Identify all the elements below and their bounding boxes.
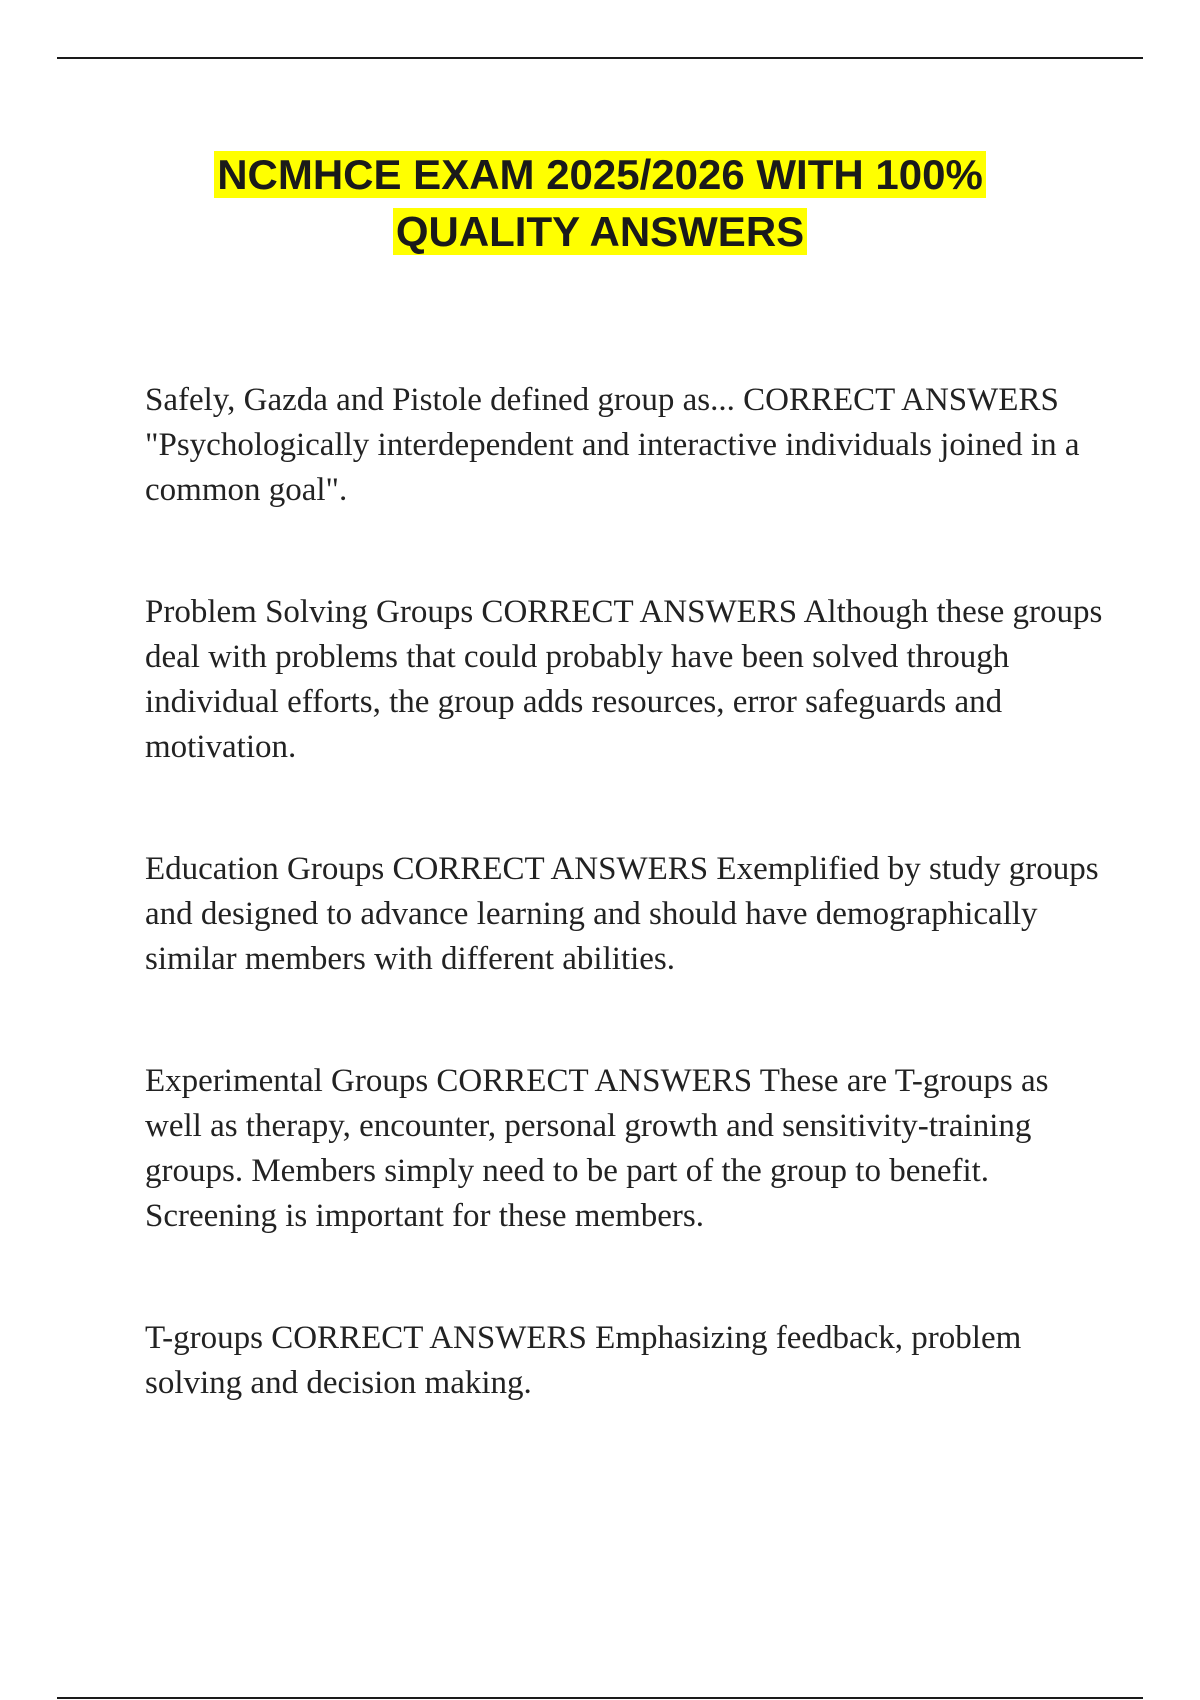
qa-entry-experimental-groups: Experimental Groups CORRECT ANSWERS These are T-groups as well as therapy, encounter, personal growth and sensitivity-training groups. Members simply need to be part of the group to benefit. Screening is important for these members. <box>145 1063 1049 1234</box>
qa-entry-education-groups: Education Groups CORRECT ANSWERS Exemplified by study groups and designed to advance learning and should have demographically similar members with different abilities. <box>145 851 1099 977</box>
document-title <box>0 146 1200 260</box>
qa-entry-problem-solving-groups: Problem Solving Groups CORRECT ANSWERS Although these groups deal with problems that could probably have been solved through individual efforts, the group adds resources, error safeguards and motivation. <box>145 594 1103 765</box>
title-line-2: QUALITY ANSWERS <box>393 208 807 255</box>
title-line-1: NCMHCE EXAM 2025/2026 WITH 100% <box>214 151 986 198</box>
qa-entry-group-definition: Safely, Gazda and Pistole defined group as... CORRECT ANSWERS "Psychologically interdependent and interactive individuals joined in a common goal". <box>145 382 1080 508</box>
qa-entries <box>145 378 1105 1483</box>
qa-entry-t-groups: T-groups CORRECT ANSWERS Emphasizing feedback, problem solving and decision making. <box>145 1320 1022 1401</box>
top-divider <box>57 57 1143 59</box>
bottom-divider <box>57 1697 1143 1699</box>
